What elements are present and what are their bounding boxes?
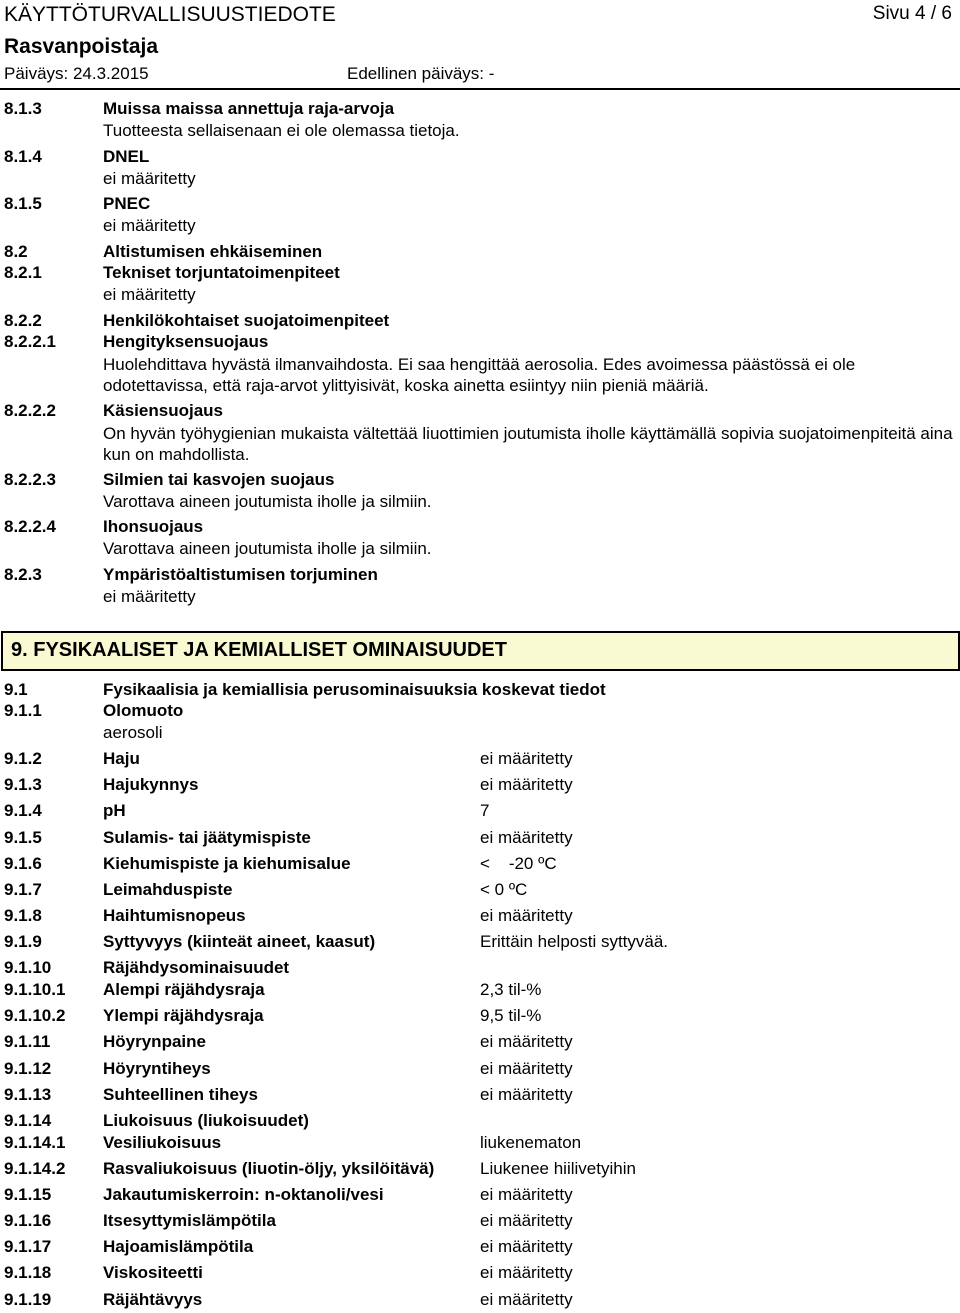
property-label: Itsesyttymislämpötila: [103, 1211, 276, 1230]
section-text: ei määritetty: [103, 216, 196, 235]
property-value: < 0 ºC: [480, 880, 528, 899]
section-text: Varottava aineen joutumista iholle ja silmiin.: [103, 539, 432, 558]
property-number: 9.1.5: [4, 828, 42, 847]
section-number: 9.1: [4, 680, 28, 699]
property-value: ei määritetty: [480, 1263, 573, 1282]
property-number: 9.1.9: [4, 932, 42, 951]
section-number: 8.2.3: [4, 565, 42, 584]
property-label: Leimahduspiste: [103, 880, 233, 899]
section-text: Tuotteesta sellaisenaan ei ole olemassa tietoja.: [103, 121, 460, 140]
section-9-header: [1, 631, 960, 671]
property-value: ei määritetty: [480, 1290, 573, 1309]
section-number: 8.1.3: [4, 99, 42, 118]
property-number: 9.1.10.1: [4, 980, 66, 999]
property-label: Räjähdysominaisuudet: [103, 958, 290, 977]
property-label: pH: [103, 801, 126, 820]
section-text: Huolehdittava hyvästä ilmanvaihdosta. Ei saa hengittää aerosolia. Edes avoimessa päästössä ei ole odotettavissa, että raja-arvot ylittyisivät, koska ainetta esiintyy niin pieniä määriä.: [103, 355, 856, 395]
property-number: 9.1.14.2: [4, 1159, 66, 1178]
property-value: ei määritetty: [480, 1085, 573, 1104]
section-heading: Silmien tai kasvojen suojaus: [103, 470, 335, 489]
section-number: 8.2.2.3: [4, 470, 56, 489]
property-value: ei määritetty: [480, 1237, 573, 1256]
property-label: Sulamis- tai jäätymispiste: [103, 828, 311, 847]
property-number: 9.1.4: [4, 801, 42, 820]
header-divider: [0, 88, 960, 90]
section-number: 8.2.2.4: [4, 517, 56, 536]
product-name: Rasvanpoistaja: [4, 35, 159, 58]
property-label: Liukoisuus (liukoisuudet): [103, 1111, 309, 1130]
property-number: 9.1.6: [4, 854, 42, 873]
property-value: ei määritetty: [480, 1032, 573, 1051]
property-label: Syttyvyys (kiinteät aineet, kaasut): [103, 932, 376, 951]
previous-date: Edellinen päiväys: -: [347, 64, 495, 83]
section-number: 8.1.4: [4, 147, 42, 166]
section-heading: Tekniset torjuntatoimenpiteet: [103, 263, 340, 282]
section-heading: Olomuoto: [103, 701, 184, 720]
property-value: ei määritetty: [480, 775, 573, 794]
property-label: Viskositeetti: [103, 1263, 203, 1282]
property-label: Rasvaliukoisuus (liuotin-öljy, yksilöitävä): [103, 1159, 435, 1178]
document-title: KÄYTTÖTURVALLISUUSTIEDOTE: [4, 3, 336, 26]
section-heading: Hengityksensuojaus: [103, 332, 269, 351]
property-number: 9.1.14.1: [4, 1133, 66, 1152]
property-number: 9.1.13: [4, 1085, 52, 1104]
section-text: ei määritetty: [103, 285, 196, 304]
property-label: Kiehumispiste ja kiehumisalue: [103, 854, 351, 873]
section-text: Varottava aineen joutumista iholle ja silmiin.: [103, 492, 432, 511]
property-number: 9.1.10.2: [4, 1006, 66, 1025]
section-number: 8.2: [4, 242, 28, 261]
property-number: 9.1.16: [4, 1211, 52, 1230]
section-heading: Käsiensuojaus: [103, 401, 223, 420]
section-text: aerosoli: [103, 723, 163, 742]
section-number: 8.2.2.1: [4, 332, 56, 351]
section-number: 8.2.2.2: [4, 401, 56, 420]
property-value: ei määritetty: [480, 1059, 573, 1078]
property-value: ei määritetty: [480, 906, 573, 925]
property-number: 9.1.17: [4, 1237, 52, 1256]
page-number: Sivu 4 / 6: [872, 3, 952, 24]
property-label: Hajoamislämpötila: [103, 1237, 254, 1256]
property-value: 2,3 til-%: [480, 980, 542, 999]
property-label: Räjähtävyys: [103, 1290, 203, 1309]
property-number: 9.1.11: [4, 1032, 51, 1051]
property-number: 9.1.15: [4, 1185, 52, 1204]
section-heading: Henkilökohtaiset suojatoimenpiteet: [103, 311, 390, 330]
property-label: Hajukynnys: [103, 775, 199, 794]
property-label: Haihtumisnopeus: [103, 906, 246, 925]
property-value: ei määritetty: [480, 1211, 573, 1230]
property-number: 9.1.18: [4, 1263, 52, 1282]
section-number: 8.2.1: [4, 263, 42, 282]
property-value: 9,5 til-%: [480, 1006, 542, 1025]
property-label: Haju: [103, 749, 140, 768]
property-label: Jakautumiskerroin: n-oktanoli/vesi: [103, 1185, 384, 1204]
section-text: On hyvän työhygienian mukaista vältettää liuottimien joutumista iholle käyttämällä sopivia suojatoimenpiteitä aina kun on mahdollista.: [103, 424, 953, 464]
section-text: ei määritetty: [103, 169, 196, 188]
section-heading: Fysikaalisia ja kemiallisia perusominaisuuksia koskevat tiedot: [103, 680, 606, 699]
property-value: < -20 ºC: [480, 854, 557, 873]
property-value: ei määritetty: [480, 1185, 573, 1204]
property-number: 9.1.8: [4, 906, 42, 925]
section-heading: DNEL: [103, 147, 150, 166]
property-number: 9.1.10: [4, 958, 52, 977]
property-number: 9.1.3: [4, 775, 42, 794]
property-number: 9.1.19: [4, 1290, 52, 1309]
section-heading: PNEC: [103, 194, 151, 213]
property-label: Vesiliukoisuus: [103, 1133, 222, 1152]
property-label: Ylempi räjähdysraja: [103, 1006, 264, 1025]
section-heading: Muissa maissa annettuja raja-arvoja: [103, 99, 395, 118]
property-label: Alempi räjähdysraja: [103, 980, 265, 999]
section-heading: Ihonsuojaus: [103, 517, 204, 536]
section-9-title: 9. FYSIKAALISET JA KEMIALLISET OMINAISUUDET: [11, 639, 507, 661]
document-date: Päiväys: 24.3.2015: [4, 64, 149, 83]
property-number: 9.1.7: [4, 880, 42, 899]
property-label: Suhteellinen tiheys: [103, 1085, 258, 1104]
property-value: 7: [480, 801, 490, 820]
property-number: 9.1.2: [4, 749, 42, 768]
property-value: Liukenee hiilivetyihin: [480, 1159, 636, 1178]
property-number: 9.1.12: [4, 1059, 52, 1078]
section-number: 8.1.5: [4, 194, 42, 213]
section-number: 8.2.2: [4, 311, 42, 330]
property-number: 9.1.14: [4, 1111, 52, 1130]
property-value: liukenematon: [480, 1133, 582, 1152]
property-value: Erittäin helposti syttyvää.: [480, 932, 669, 951]
section-number: 9.1.1: [4, 701, 42, 720]
section-text: ei määritetty: [103, 587, 196, 606]
section-heading: Altistumisen ehkäiseminen: [103, 242, 323, 261]
property-value: ei määritetty: [480, 828, 573, 847]
property-label: Höyryntiheys: [103, 1059, 211, 1078]
property-value: ei määritetty: [480, 749, 573, 768]
section-heading: Ympäristöaltistumisen torjuminen: [103, 565, 378, 584]
property-label: Höyrynpaine: [103, 1032, 206, 1051]
